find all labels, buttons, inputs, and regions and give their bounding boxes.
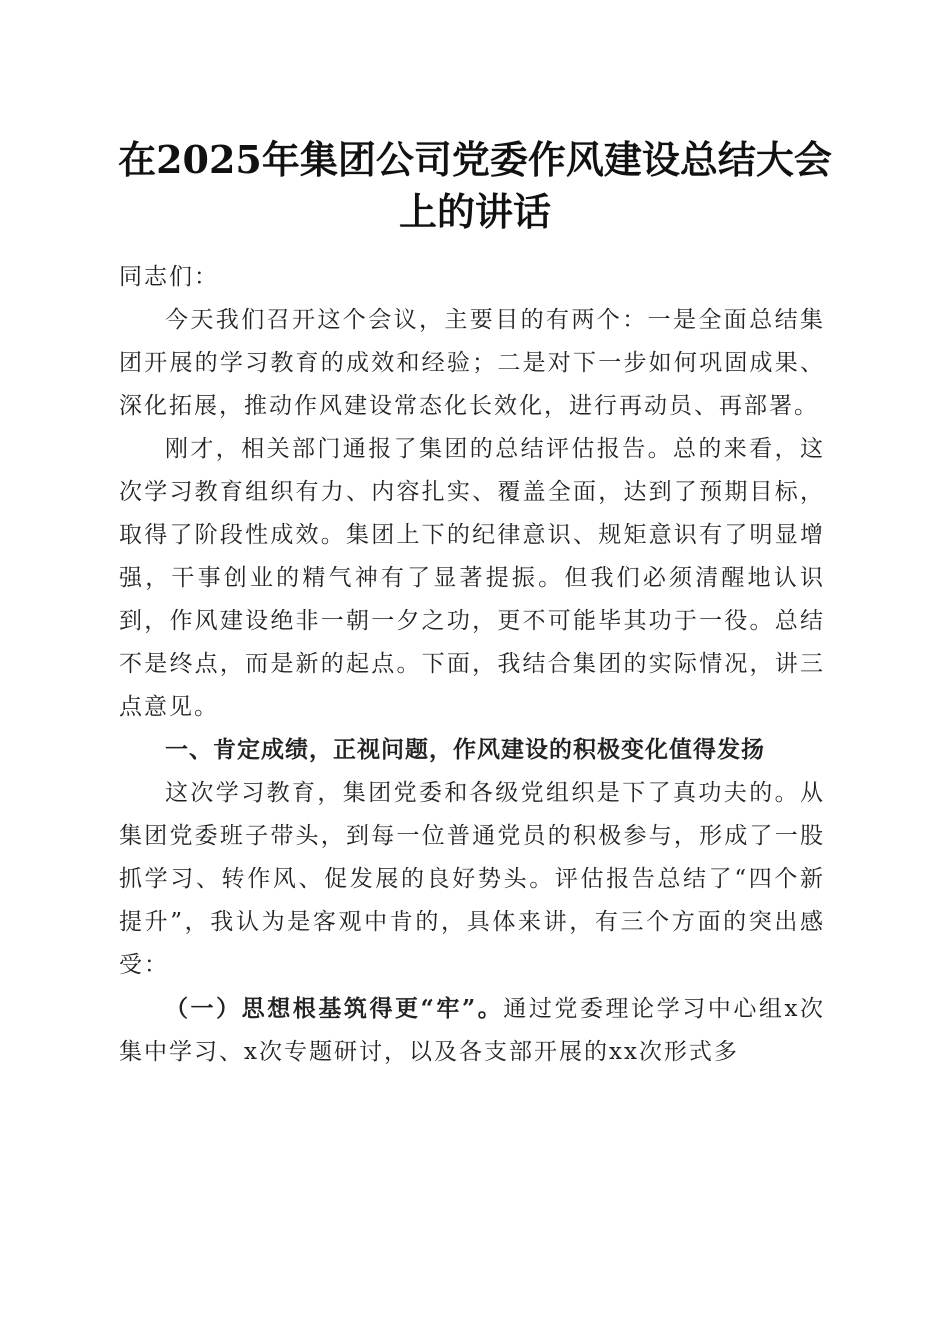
section-heading: 一、肯定成绩，正视问题，作风建设的积极变化值得发扬 [165,737,765,763]
subsection-title: （一）思想根基筑得更“牢”。 [165,995,504,1022]
section-paragraph: 这次学习教育，集团党委和各级党组织是下了真功夫的。从集团党委班子带头，到每一位普通党员的积极参与，形成了一股抓学习、转作风、促发展的良好势头。评估报告总结了“四个新提升”，我认为是客观中肯的，具体来讲，有三个方面的突出感受： [119,780,825,978]
paragraph-intro: 今天我们召开这个会议，主要目的有两个：一是全面总结集团开展的学习教育的成效和经验；二是对下一步如何巩固成果、深化拓展，推动作风建设常态化长效化，进行再动员、再部署。 [119,307,825,419]
document-title: 在2025年集团公司党委作风建设总结大会上的讲话 [118,137,832,234]
paragraph-summary: 刚才，相关部门通报了集团的总结评估报告。总的来看，这次学习教育组织有力、内容扎实、覆盖全面，达到了预期目标，取得了阶段性成效。集团上下的纪律意识、规矩意识有了明显增强，干事创业的精气神有了显著提振。但我们必须清醒地认识到，作风建设绝非一朝一夕之功，更不可能毕其功于一役。总结不是终点，而是新的起点。下面，我结合集团的实际情况，讲三点意见。 [119,436,825,720]
salutation: 同志们： [119,264,219,290]
document-body [119,256,825,1074]
subsection-paragraph [119,987,825,1074]
subsection-text: 通过党委理论学习中心组x次集中学习、x次专题研讨，以及各支部开展的xx次形式多 [119,996,825,1065]
